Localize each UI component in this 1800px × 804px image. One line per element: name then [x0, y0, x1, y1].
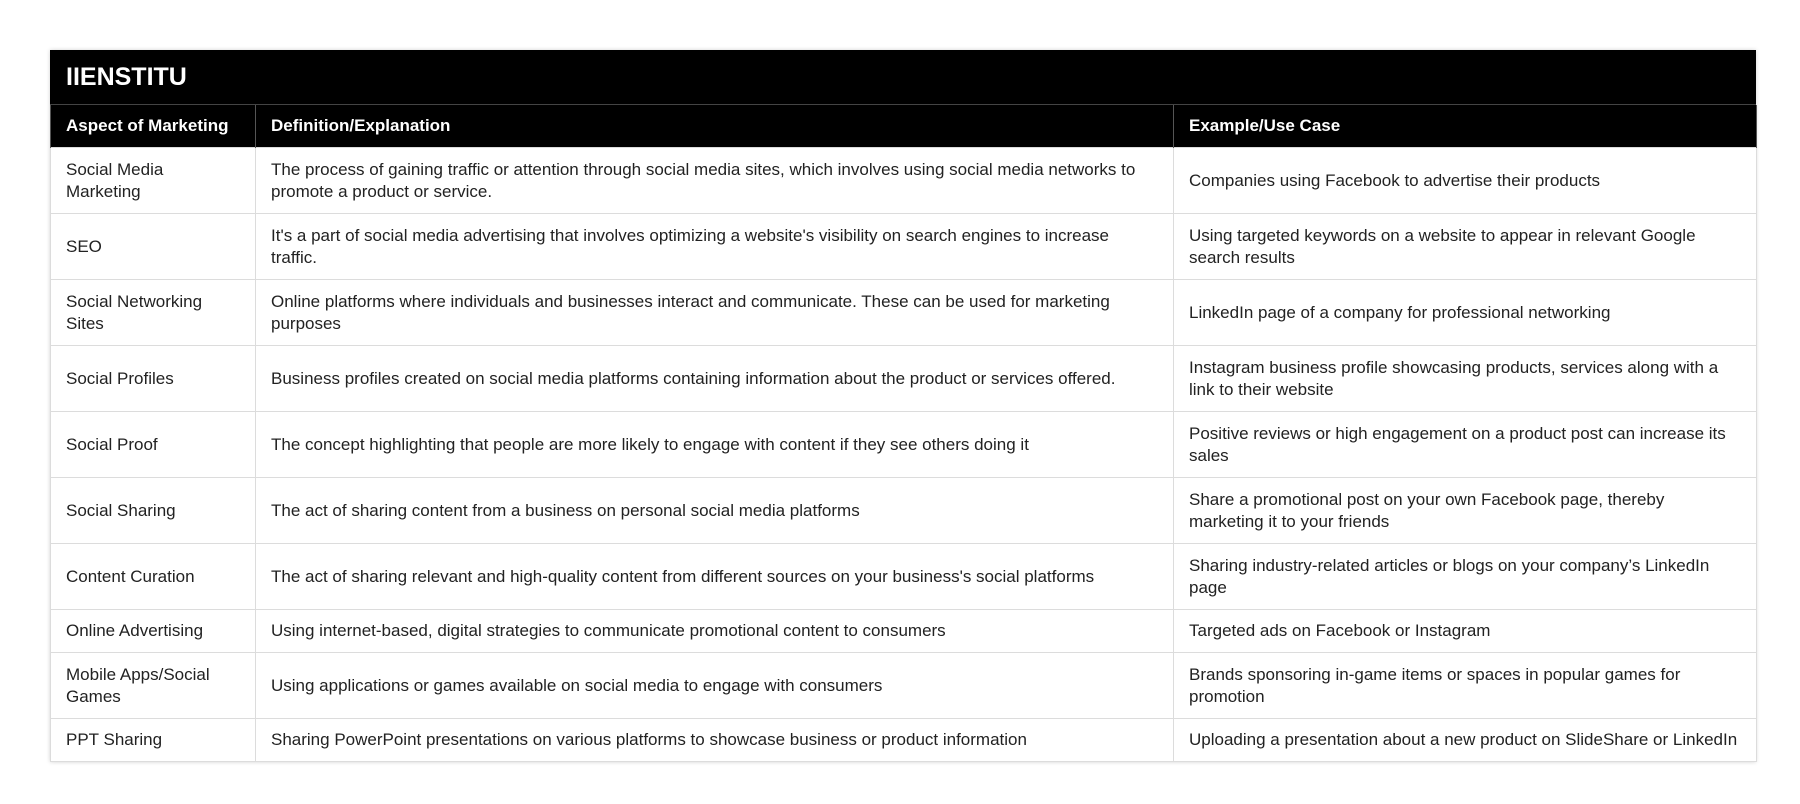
- table-row: [51, 478, 1757, 544]
- cell-example: Targeted ads on Facebook or Instagram: [1174, 610, 1757, 653]
- cell-example: Positive reviews or high engagement on a product post can increase its sales: [1174, 412, 1757, 478]
- cell-aspect: Online Advertising: [51, 610, 256, 653]
- cell-aspect: Mobile Apps/Social Games: [51, 653, 256, 719]
- table-row: [51, 346, 1757, 412]
- marketing-table: [50, 105, 1757, 762]
- table-row: [51, 544, 1757, 610]
- cell-definition: The act of sharing relevant and high-quality content from different sources on your business's social platforms: [256, 544, 1174, 610]
- cell-aspect: Social Media Marketing: [51, 148, 256, 214]
- cell-example: Instagram business profile showcasing products, services along with a link to their website: [1174, 346, 1757, 412]
- cell-definition: The concept highlighting that people are more likely to engage with content if they see others doing it: [256, 412, 1174, 478]
- cell-aspect: Social Proof: [51, 412, 256, 478]
- table-title: IIENSTITU: [50, 50, 1756, 105]
- cell-example: Share a promotional post on your own Facebook page, thereby marketing it to your friends: [1174, 478, 1757, 544]
- cell-definition: The act of sharing content from a business on personal social media platforms: [256, 478, 1174, 544]
- cell-definition: Online platforms where individuals and businesses interact and communicate. These can be used for marketing purposes: [256, 280, 1174, 346]
- cell-definition: Using applications or games available on social media to engage with consumers: [256, 653, 1174, 719]
- cell-example: LinkedIn page of a company for professional networking: [1174, 280, 1757, 346]
- cell-example: Companies using Facebook to advertise their products: [1174, 148, 1757, 214]
- cell-aspect: Social Networking Sites: [51, 280, 256, 346]
- header-row: [51, 105, 1757, 148]
- column-header-definition: Definition/Explanation: [256, 105, 1174, 148]
- cell-example: Using targeted keywords on a website to appear in relevant Google search results: [1174, 214, 1757, 280]
- marketing-table-card: [50, 50, 1756, 762]
- cell-example: Uploading a presentation about a new product on SlideShare or LinkedIn: [1174, 719, 1757, 762]
- cell-definition: Using internet-based, digital strategies to communicate promotional content to consumers: [256, 610, 1174, 653]
- cell-definition: It's a part of social media advertising that involves optimizing a website's visibility on search engines to increase traffic.: [256, 214, 1174, 280]
- table-row: [51, 412, 1757, 478]
- cell-example: Brands sponsoring in-game items or spaces in popular games for promotion: [1174, 653, 1757, 719]
- table-row: [51, 280, 1757, 346]
- cell-definition: The process of gaining traffic or attention through social media sites, which involves using social media networks to promote a product or service.: [256, 148, 1174, 214]
- table-row: [51, 148, 1757, 214]
- cell-definition: Sharing PowerPoint presentations on various platforms to showcase business or product information: [256, 719, 1174, 762]
- column-header-example: Example/Use Case: [1174, 105, 1757, 148]
- cell-aspect: SEO: [51, 214, 256, 280]
- table-row: [51, 610, 1757, 653]
- cell-aspect: Social Profiles: [51, 346, 256, 412]
- cell-example: Sharing industry-related articles or blogs on your company’s LinkedIn page: [1174, 544, 1757, 610]
- cell-aspect: Social Sharing: [51, 478, 256, 544]
- cell-aspect: Content Curation: [51, 544, 256, 610]
- column-header-aspect: Aspect of Marketing: [51, 105, 256, 148]
- table-row: [51, 214, 1757, 280]
- table-row: [51, 653, 1757, 719]
- table-row: [51, 719, 1757, 762]
- cell-definition: Business profiles created on social media platforms containing information about the product or services offered.: [256, 346, 1174, 412]
- cell-aspect: PPT Sharing: [51, 719, 256, 762]
